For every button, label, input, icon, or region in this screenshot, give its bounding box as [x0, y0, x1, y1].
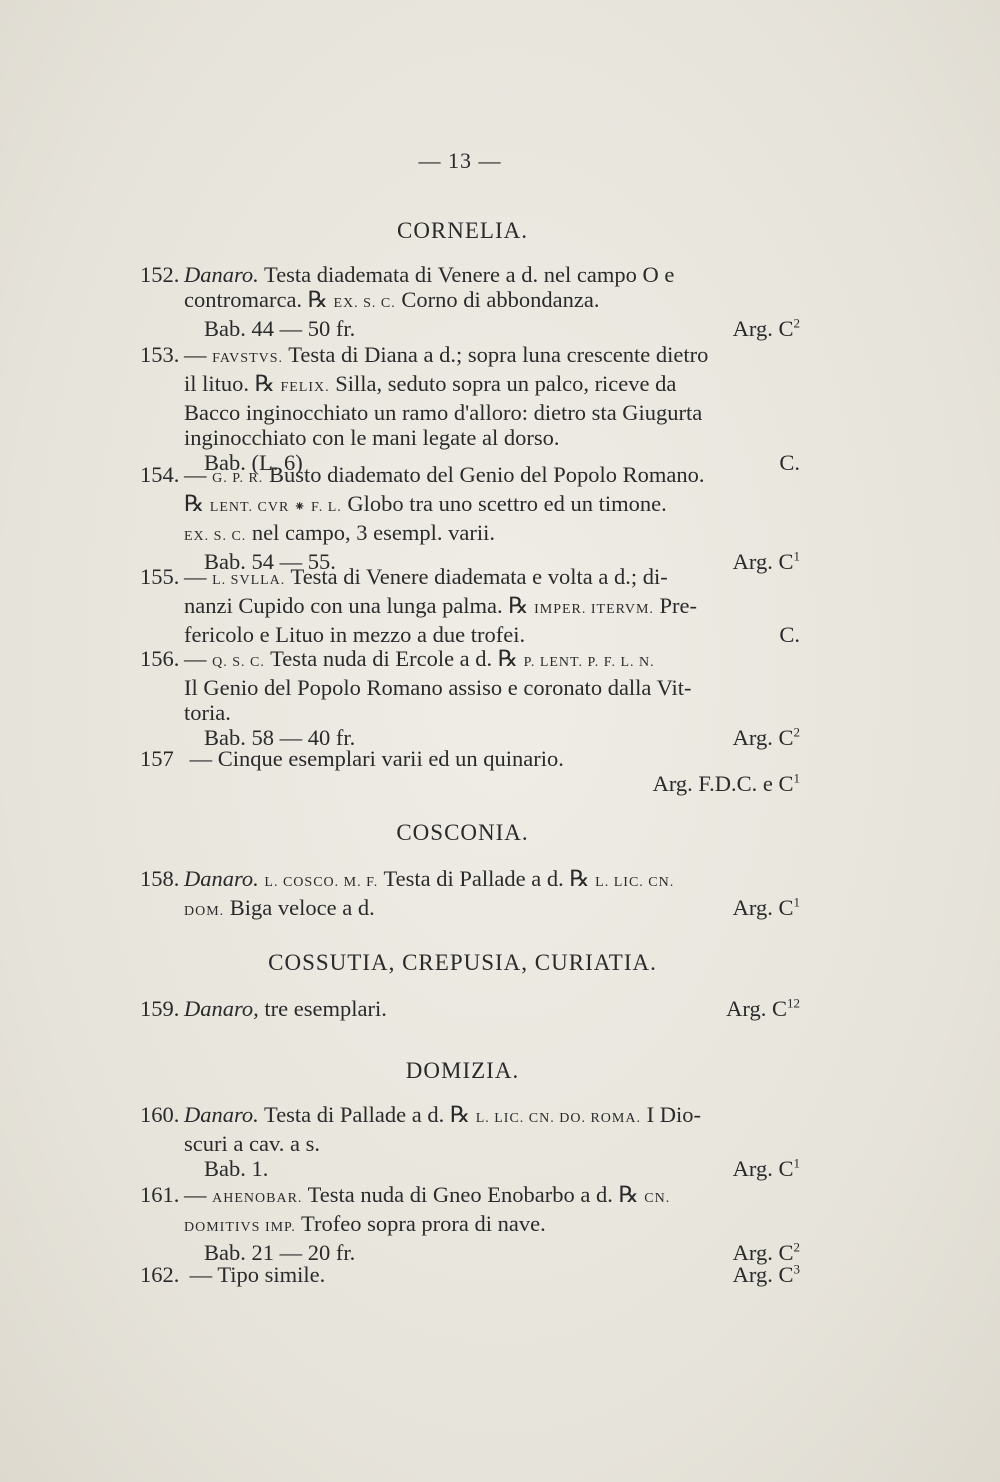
- legend-inscription: L. LIC. CN.: [595, 875, 675, 890]
- legend-inscription: FELIX.: [280, 380, 330, 395]
- legend-inscription: DOMITIVS IMP.: [184, 1220, 296, 1235]
- entry-number: 160.: [140, 1102, 180, 1127]
- legend-inscription: L. LIC. CN. DO. ROMA.: [475, 1111, 641, 1126]
- reference: Bab. 1.: [204, 1156, 269, 1181]
- entry-text: Silla, seduto sopra un palco, riceve da: [329, 371, 677, 396]
- metal-rarity: Arg. $C^2$: [732, 315, 800, 341]
- entry-text: — Cinque esemplari varii ed un quinario.: [184, 746, 564, 771]
- entry-text: nanzi Cupido con una lunga palma. ℞: [184, 593, 535, 618]
- entry-number: 153.: [140, 342, 180, 367]
- legend-inscription: FAVSTVS.: [212, 351, 284, 366]
- entry-156: 156. — Q. S. C. Testa nuda di Ercole a d. ℞ P. LENT. P. F. L. N. Il Genio del Popolo Romano assiso e coronato dalla Vit- toria. Bab. 58 — 40 fr. Arg. $C^2$: [140, 646, 800, 750]
- entry-152: [140, 262, 800, 341]
- entry-text: I Dio-: [640, 1102, 701, 1127]
- entry-text: Corno di abbondanza.: [395, 287, 600, 312]
- entry-number: 162.: [140, 1262, 180, 1287]
- reference: Bab. 58 — 40 fr.: [204, 725, 356, 750]
- denomination: Danaro,: [184, 996, 259, 1021]
- page-number: — 13 —: [418, 148, 502, 173]
- section-title-cosconia: COSCONIA.: [396, 820, 529, 845]
- metal-rarity: Arg. $C^{12}$: [726, 995, 800, 1021]
- entry-159: [140, 996, 800, 1021]
- entry-160: [140, 1102, 800, 1181]
- section-title-cornelia: CORNELIA.: [396, 218, 529, 243]
- legend-inscription: IMPER. ITERVM.: [534, 602, 654, 617]
- reference: Bab. (L. 6): [204, 450, 303, 475]
- metal-rarity: Arg. $C^2$: [732, 724, 800, 750]
- entry-text: Testa nuda di Gneo Enobarbo a d. ℞: [302, 1182, 645, 1207]
- entry-text: Trofeo sopra prora di nave.: [295, 1211, 546, 1236]
- entry-number: 159.: [140, 996, 180, 1021]
- legend-inscription: CN.: [644, 1191, 671, 1206]
- entry-number: 154.: [140, 462, 180, 487]
- section-title-cossutia: COSSUTIA, CREPUSIA, CURIATIA.: [268, 950, 657, 975]
- entry-number: 161.: [140, 1182, 180, 1207]
- entry-155: 155. — L. SVLLA. Testa di Venere diademata e volta a d.; di- nanzi Cupido con una lunga palma. ℞ IMPER. ITERVM. Pre- fericolo e Lituo in mezzo a due trofei. C.: [140, 564, 800, 647]
- metal-rarity: Arg. F.D.C. e $C^1$: [652, 770, 800, 796]
- entry-number: 152.: [140, 262, 180, 287]
- entry-text: Testa diademata di Venere a d. nel campo O e: [258, 262, 675, 287]
- legend-inscription: G. P. R.: [212, 471, 264, 486]
- reference: Bab. 44 — 50 fr.: [204, 316, 356, 341]
- entry-162: [140, 1262, 800, 1287]
- entry-text: Bacco inginocchiato un ramo d'alloro: dietro sta Giugurta: [184, 400, 703, 425]
- legend-inscription: DOM.: [184, 904, 225, 919]
- metal-rarity: C.: [779, 450, 800, 475]
- reference: Bab. 21 — 20 fr.: [204, 1240, 356, 1265]
- entry-text: Biga veloce a d.: [224, 895, 375, 920]
- legend-inscription: L. COSCO. M. F.: [264, 875, 379, 890]
- entry-number: 157: [140, 746, 174, 771]
- entry-text: nel campo, 3 esempl. varii.: [246, 520, 495, 545]
- entry-text: Pre-: [653, 593, 698, 618]
- entry-157: [140, 746, 800, 796]
- entry-text: Testa di Venere diademata e volta a d.; di-: [285, 564, 668, 589]
- section-title-domizia: DOMIZIA.: [405, 1058, 520, 1083]
- entry-text: contromarca. ℞: [184, 287, 334, 312]
- entry-154: 154. — G. P. R. Busto diademato del Genio del Popolo Romano. ℞ LENT. CVR ⁕ F. L. Globo tra uno scettro ed un timone. EX. S. C. nel campo, 3 esempl. varii. Bab. 54 — 55. Arg. $C^1$: [140, 462, 800, 574]
- metal-rarity: Arg. $C^3$: [732, 1261, 800, 1287]
- metal-rarity: C.: [779, 622, 800, 647]
- entry-number: 155.: [140, 564, 180, 589]
- denomination: Danaro.: [184, 1102, 259, 1127]
- entry-text: inginocchiato con le mani legate al dorso.: [184, 425, 560, 450]
- entry-text: — Tipo simile.: [184, 1262, 326, 1287]
- entry-text: scuri a cav. a s.: [184, 1131, 320, 1156]
- legend-inscription: EX. S. C.: [333, 296, 396, 311]
- legend-inscription: AHENOBAR.: [212, 1191, 303, 1206]
- entry-text: Globo tra uno scettro ed un timone.: [341, 491, 667, 516]
- entry-number: 156.: [140, 646, 180, 671]
- denomination: Danaro.: [184, 866, 259, 891]
- metal-rarity: Arg. $C^1$: [732, 548, 800, 574]
- entry-161: 161. — AHENOBAR. Testa nuda di Gneo Enobarbo a d. ℞ CN. DOMITIVS IMP. Trofeo sopra prora di nave. Bab. 21 — 20 fr. Arg. $C^2$: [140, 1182, 800, 1265]
- metal-rarity: Arg. $C^1$: [732, 1155, 800, 1181]
- entry-text: tre esemplari.: [258, 996, 387, 1021]
- legend-inscription: L. SVLLA.: [212, 573, 286, 588]
- entry-text: Il Genio del Popolo Romano assiso e coronato dalla Vit-: [184, 675, 692, 700]
- entry-text: Testa di Diana a d.; sopra luna crescente dietro: [283, 342, 709, 367]
- entry-number: 158.: [140, 866, 180, 891]
- reference: Bab. 54 — 55.: [204, 549, 336, 574]
- legend-inscription: LENT. CVR ⁕ F. L.: [209, 500, 342, 515]
- legend-inscription: Q. S. C.: [212, 655, 265, 670]
- denomination: Danaro.: [184, 262, 259, 287]
- entry-text: toria.: [184, 700, 231, 725]
- entry-text: Testa nuda di Ercole a d. ℞: [264, 646, 524, 671]
- entry-158: [140, 866, 800, 924]
- metal-rarity: Arg. $C^2$: [732, 1239, 800, 1265]
- entry-text: Testa di Pallade a d. ℞: [258, 1102, 476, 1127]
- entry-153: 153. — FAVSTVS. Testa di Diana a d.; sopra luna crescente dietro il lituo. ℞ FELIX. Silla, seduto sopra un palco, riceve da Bacco inginocchiato un ramo d'alloro: dietro sta Giugurta inginocchiato con le mani legate al dorso. Bab. (L. 6) C.: [140, 342, 800, 475]
- entry-text: fericolo e Lituo in mezzo a due trofei.: [184, 622, 526, 647]
- entry-text: Busto diademato del Genio del Popolo Romano.: [263, 462, 705, 487]
- legend-inscription: EX. S. C.: [184, 529, 247, 544]
- metal-rarity: Arg. $C^1$: [732, 894, 800, 920]
- entry-text: Testa di Pallade a d. ℞: [378, 866, 596, 891]
- legend-inscription: P. LENT. P. F. L. N.: [523, 655, 655, 670]
